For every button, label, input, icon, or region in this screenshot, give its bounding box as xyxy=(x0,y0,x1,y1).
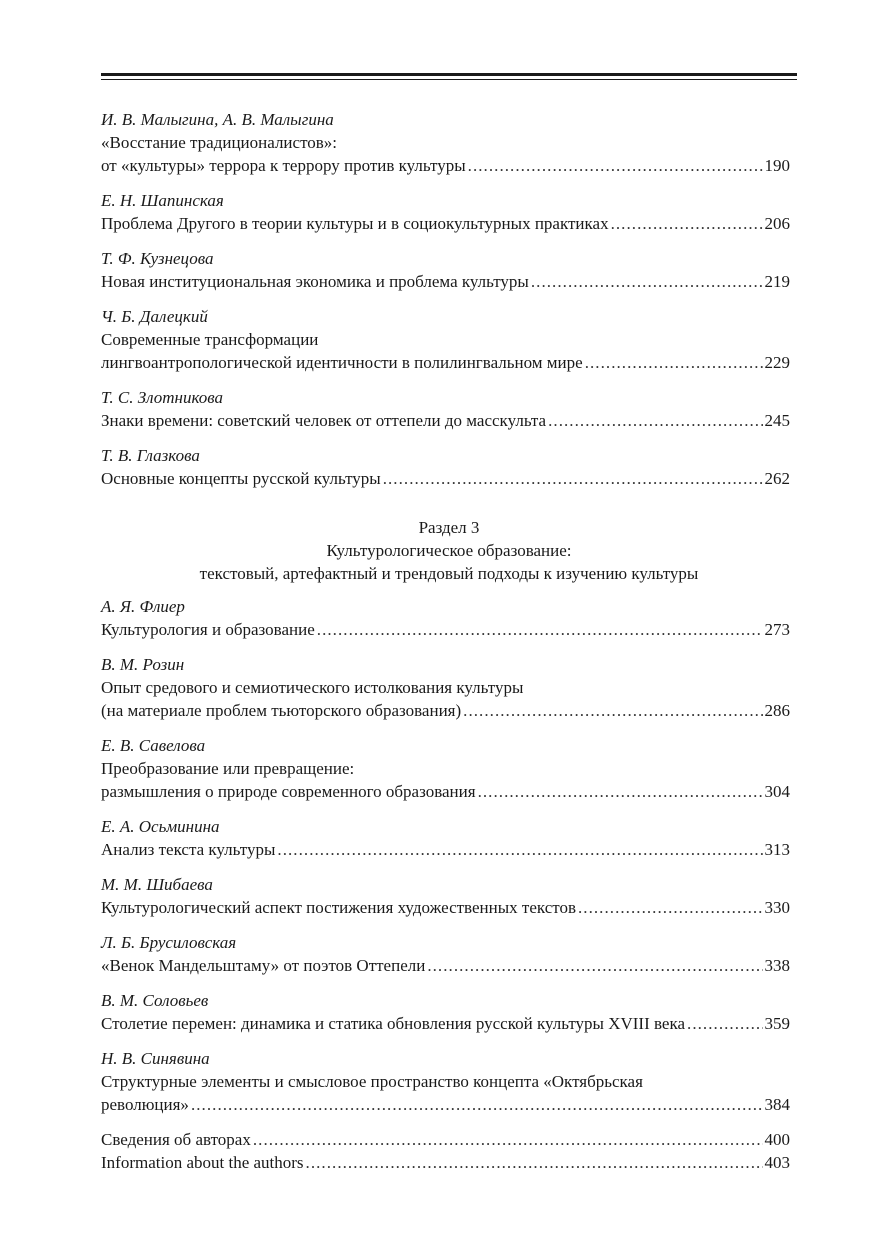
toc-entries-group-1 xyxy=(101,108,790,490)
toc-entry xyxy=(101,873,790,919)
dot-leader xyxy=(585,351,763,374)
header-rule-thin xyxy=(101,79,797,80)
entry-title-text: Столетие перемен: динамика и статика обновления русской культуры XVIII века xyxy=(101,1014,686,1033)
dot-leader xyxy=(611,212,763,235)
dot-leader xyxy=(531,270,763,293)
entry-title-last-line xyxy=(101,351,790,374)
toc-entry xyxy=(101,734,790,803)
entry-title-last-line xyxy=(101,780,790,803)
entry-title-last-line xyxy=(101,1093,790,1116)
toc-entry xyxy=(101,653,790,722)
dot-leader xyxy=(468,154,763,177)
entry-author: А. Я. Флиер xyxy=(101,597,185,616)
end-matter xyxy=(101,1128,790,1174)
table-of-contents xyxy=(101,108,790,1174)
dot-leader xyxy=(578,896,763,919)
entry-title-line: Опыт средового и семиотического истолкования культуры xyxy=(101,678,524,697)
dot-leader xyxy=(427,954,762,977)
entry-title-text: революция» xyxy=(101,1095,189,1114)
page-number: 206 xyxy=(764,214,790,233)
entry-title-text: Культурология и образование xyxy=(101,620,315,639)
page-number: 245 xyxy=(764,411,790,430)
toc-entry xyxy=(101,1047,790,1116)
entry-author: Е. Н. Шапинская xyxy=(101,191,224,210)
entry-title-text: Проблема Другого в теории культуры и в социокультурных практиках xyxy=(101,214,609,233)
dot-leader xyxy=(191,1093,763,1116)
entry-author: И. В. Малыгина, А. В. Малыгина xyxy=(101,110,334,129)
dot-leader xyxy=(687,1012,762,1035)
page-number: 190 xyxy=(764,156,790,175)
entry-author: Л. Б. Брусиловская xyxy=(101,933,237,952)
dot-leader xyxy=(463,699,762,722)
entry-author: Т. Ф. Кузнецова xyxy=(101,249,214,268)
entry-title-text: Основные концепты русской культуры xyxy=(101,469,381,488)
entry-title-last-line xyxy=(101,212,790,235)
entry-title-text: размышления о природе современного образования xyxy=(101,782,476,801)
entry-title-last-line xyxy=(101,896,790,919)
entry-author: Т. С. Злотникова xyxy=(101,388,224,407)
toc-entry xyxy=(101,189,790,235)
entry-title-last-line xyxy=(101,1012,790,1035)
dot-leader xyxy=(253,1128,763,1151)
entry-title-text: Знаки времени: советский человек от оттепели до масскульта xyxy=(101,411,547,430)
page-number: 262 xyxy=(764,469,790,488)
entry-author: Н. В. Синявина xyxy=(101,1049,210,1068)
page-number: 229 xyxy=(764,353,790,372)
entry-title-last-line xyxy=(101,618,790,641)
entry-title-text: Культурологический аспект постижения художественных текстов xyxy=(101,898,576,917)
entry-title-line: Структурные элементы и смысловое пространство концепта «Октябрьская xyxy=(101,1072,643,1091)
page-number: 313 xyxy=(764,840,790,859)
dot-leader xyxy=(317,618,763,641)
entry-title-text: (на материале проблем тьюторского образования) xyxy=(101,701,462,720)
toc-entry xyxy=(101,305,790,374)
entry-author: Т. В. Глазкова xyxy=(101,446,200,465)
page-number: 403 xyxy=(764,1153,790,1172)
entry-title-last-line xyxy=(101,270,790,293)
page-number: 338 xyxy=(764,956,790,975)
dot-leader xyxy=(277,838,762,861)
entry-title-last-line xyxy=(101,467,790,490)
toc-entry xyxy=(101,386,790,432)
page-number: 219 xyxy=(764,272,790,291)
toc-entry xyxy=(101,815,790,861)
entry-title-line: «Восстание традиционалистов»: xyxy=(101,133,338,152)
entry-title-last-line xyxy=(101,954,790,977)
entry-title-last-line xyxy=(101,838,790,861)
entry-author: Е. В. Савелова xyxy=(101,736,206,755)
entry-title-last-line xyxy=(101,699,790,722)
page-number: 359 xyxy=(764,1014,790,1033)
dot-leader xyxy=(383,467,763,490)
page-number: 286 xyxy=(764,701,790,720)
entry-author: М. М. Шибаева xyxy=(101,875,213,894)
toc-entry xyxy=(101,595,790,641)
toc-entry xyxy=(101,989,790,1035)
entry-title-text: Новая институциональная экономика и проблема культуры xyxy=(101,272,529,291)
entry-title-last-line xyxy=(101,409,790,432)
section-label: Раздел 3 xyxy=(418,518,480,537)
entry-title-text: лингвоантропологической идентичности в полилингвальном мире xyxy=(101,353,583,372)
entry-title-text: от «культуры» террора к террору против культуры xyxy=(101,156,466,175)
entry-title-last-line xyxy=(101,154,790,177)
entry-title-text: «Венок Мандельштаму» от поэтов Оттепели xyxy=(101,956,426,975)
header-rule-thick xyxy=(101,73,797,76)
entry-author: В. М. Розин xyxy=(101,655,185,674)
section-heading xyxy=(101,516,797,585)
page-number: 384 xyxy=(764,1095,790,1114)
end-matter-title: Сведения об авторах xyxy=(101,1130,251,1149)
page-number: 273 xyxy=(764,620,790,639)
toc-entries-group-2 xyxy=(101,595,790,1116)
dot-leader xyxy=(306,1151,763,1174)
end-matter-entry xyxy=(101,1128,790,1151)
dot-leader xyxy=(478,780,763,803)
entry-author: В. М. Соловьев xyxy=(101,991,209,1010)
section-title-line-2: текстовый, артефактный и трендовый подходы к изучению культуры xyxy=(199,564,699,583)
entry-title-line: Современные трансформации xyxy=(101,330,319,349)
page-number: 304 xyxy=(764,782,790,801)
toc-entry xyxy=(101,108,790,177)
end-matter-entry xyxy=(101,1151,790,1174)
page-number: 400 xyxy=(764,1130,790,1149)
entry-title-text: Анализ текста культуры xyxy=(101,840,276,859)
toc-entry xyxy=(101,247,790,293)
entry-author: Ч. Б. Далецкий xyxy=(101,307,208,326)
toc-entry xyxy=(101,931,790,977)
section-title-line-1: Культурологическое образование: xyxy=(326,541,572,560)
entry-title-line: Преобразование или превращение: xyxy=(101,759,355,778)
entry-author: Е. А. Осьминина xyxy=(101,817,220,836)
end-matter-title: Information about the authors xyxy=(101,1153,304,1172)
toc-entry xyxy=(101,444,790,490)
page-number: 330 xyxy=(764,898,790,917)
dot-leader xyxy=(548,409,762,432)
